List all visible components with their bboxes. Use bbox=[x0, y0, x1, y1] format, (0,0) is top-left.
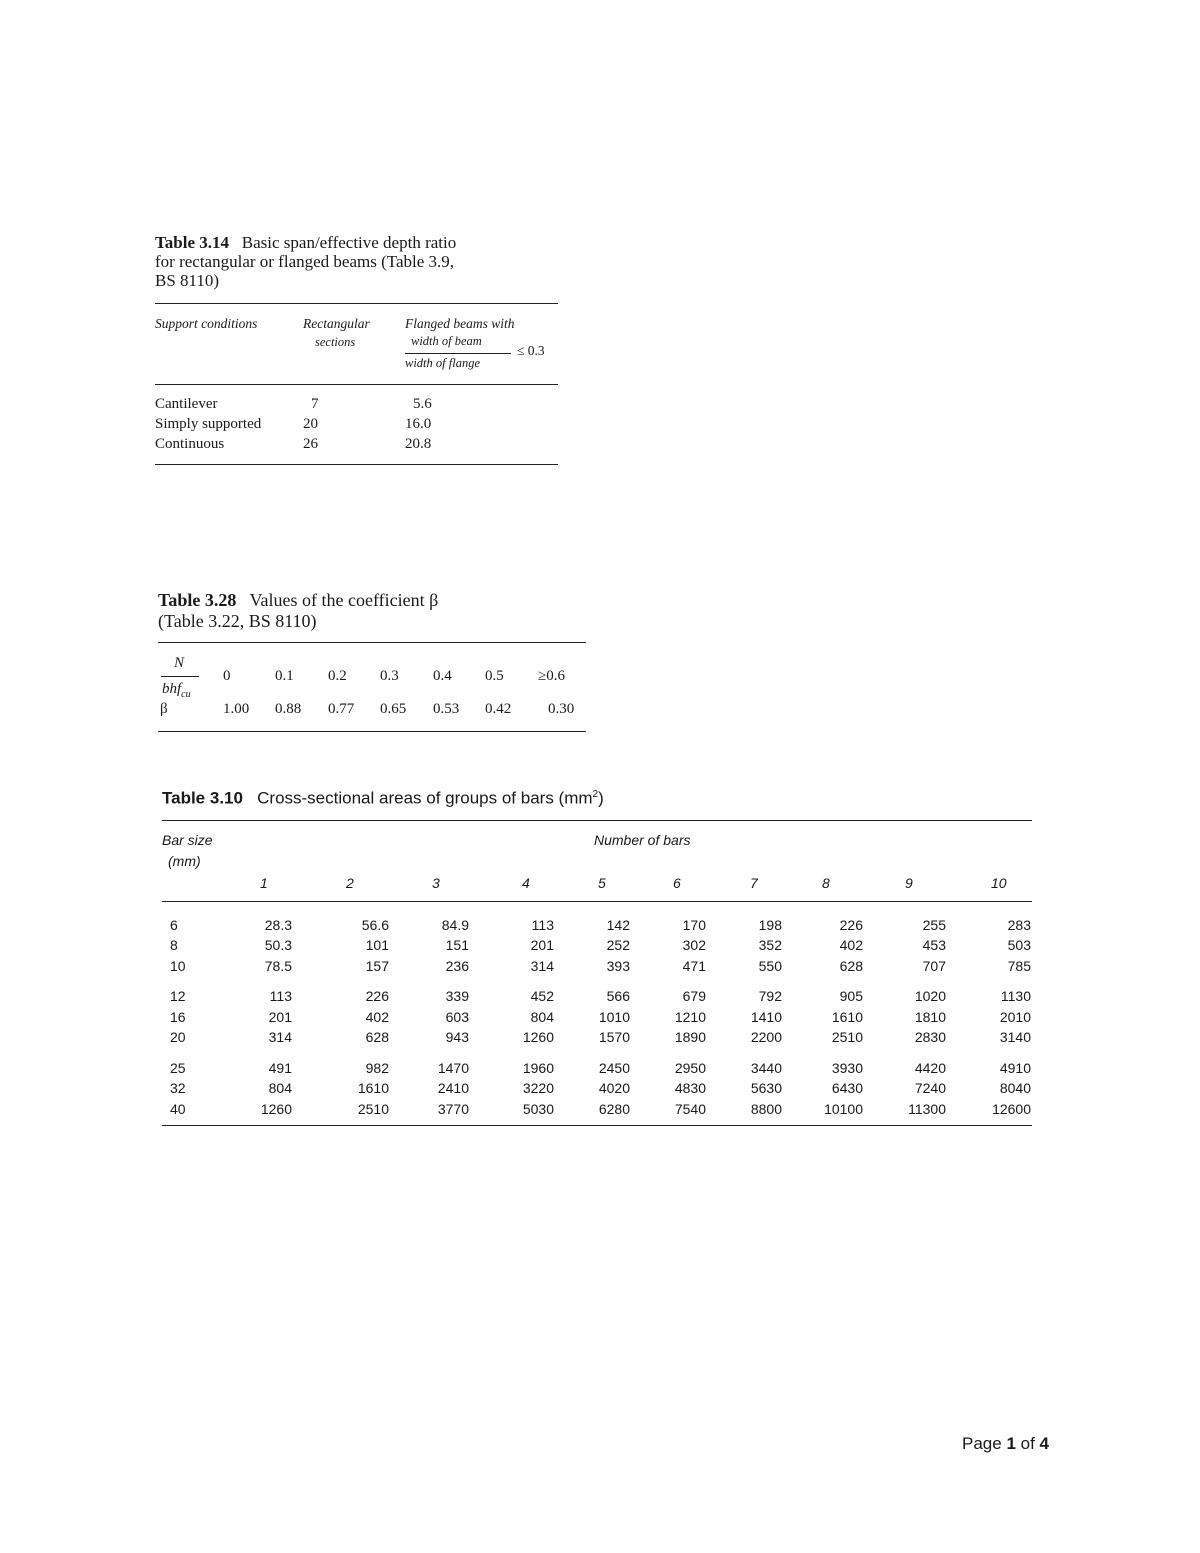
column-header: 5 bbox=[598, 874, 606, 891]
area-cell: 792 bbox=[758, 988, 782, 1005]
column-header: 6 bbox=[673, 874, 681, 891]
cell-flanged: 5.6 bbox=[413, 396, 432, 412]
area-cell: 226 bbox=[365, 988, 389, 1005]
table-caption bbox=[158, 590, 586, 632]
area-cell: 1260 bbox=[522, 1029, 554, 1046]
area-cell: 7540 bbox=[674, 1100, 706, 1117]
bar-size-cell: 8 bbox=[170, 937, 178, 954]
area-cell: 4910 bbox=[999, 1059, 1031, 1076]
area-cell: 6280 bbox=[598, 1100, 630, 1117]
area-cell: 1610 bbox=[831, 1008, 863, 1025]
beta-value: 0.65 bbox=[380, 701, 407, 717]
area-cell: 252 bbox=[606, 937, 630, 954]
area-cell: 236 bbox=[445, 957, 469, 974]
table-rule bbox=[158, 731, 586, 732]
table-row bbox=[162, 1009, 1032, 1030]
bar-size-cell: 32 bbox=[170, 1080, 186, 1097]
table-label: Table 3.10 bbox=[162, 788, 243, 808]
area-cell: 471 bbox=[682, 957, 706, 974]
table-3-10 bbox=[162, 785, 1032, 1126]
area-cell: 452 bbox=[530, 988, 554, 1005]
area-cell: 2510 bbox=[831, 1029, 863, 1046]
header-flanged: Flanged beams with bbox=[405, 316, 515, 331]
table-row bbox=[162, 1101, 1032, 1122]
ratio-value: ≥0.6 bbox=[538, 668, 565, 684]
cell-support: Simply supported bbox=[155, 416, 262, 432]
area-cell: 4830 bbox=[674, 1080, 706, 1097]
area-cell: 56.6 bbox=[361, 916, 389, 933]
area-cell: 8040 bbox=[999, 1080, 1031, 1097]
area-cell: 2450 bbox=[598, 1059, 630, 1076]
column-header: 8 bbox=[822, 874, 830, 891]
table-row bbox=[162, 1029, 1032, 1050]
ratio-value: 0.4 bbox=[433, 668, 452, 684]
caption-text: Basic span/effective depth ratio bbox=[241, 233, 457, 252]
area-cell: 550 bbox=[758, 957, 782, 974]
header-sections: sections bbox=[315, 335, 356, 349]
area-cell: 170 bbox=[682, 916, 706, 933]
fraction-numerator: width of beam bbox=[411, 334, 482, 348]
ratio-denominator bbox=[162, 681, 191, 700]
caption-text: Values of the coefficient β bbox=[249, 590, 439, 610]
table-row bbox=[162, 1080, 1032, 1101]
page-mid: of bbox=[1015, 1434, 1040, 1453]
column-header: 9 bbox=[905, 874, 913, 891]
beta-value: 0.30 bbox=[548, 701, 575, 717]
bar-size-cell: 20 bbox=[170, 1029, 186, 1046]
cell-flanged: 20.8 bbox=[405, 436, 432, 452]
area-cell: 1570 bbox=[598, 1029, 630, 1046]
beta-value: 0.77 bbox=[328, 701, 355, 717]
column-headers bbox=[162, 875, 1032, 895]
area-cell: 1890 bbox=[674, 1029, 706, 1046]
bar-size-cell: 16 bbox=[170, 1008, 186, 1025]
cell-flanged: 16.0 bbox=[405, 416, 432, 432]
beta-label: β bbox=[160, 701, 168, 717]
ratio-value: 0.5 bbox=[485, 668, 504, 684]
area-cell: 28.3 bbox=[264, 916, 292, 933]
bar-size-cell: 12 bbox=[170, 988, 186, 1005]
bar-size-cell: 25 bbox=[170, 1059, 186, 1076]
area-cell: 5030 bbox=[522, 1100, 554, 1117]
area-cell: 982 bbox=[365, 1059, 389, 1076]
fraction-condition: ≤ 0.3 bbox=[517, 343, 545, 358]
area-cell: 1020 bbox=[914, 988, 946, 1005]
area-cell: 679 bbox=[682, 988, 706, 1005]
beta-value: 0.53 bbox=[433, 701, 460, 717]
table-row bbox=[162, 1060, 1032, 1081]
area-cell: 785 bbox=[1007, 957, 1031, 974]
area-cell: 804 bbox=[268, 1080, 292, 1097]
area-cell: 2010 bbox=[999, 1008, 1031, 1025]
area-cell: 1210 bbox=[674, 1008, 706, 1025]
header-bar-size-unit: (mm) bbox=[168, 852, 201, 869]
cell-rectangular: 20 bbox=[303, 416, 318, 432]
area-cell: 151 bbox=[445, 937, 469, 954]
page-number bbox=[962, 1434, 1049, 1454]
page-current: 1 bbox=[1006, 1434, 1016, 1453]
ratio-value: 0.1 bbox=[275, 668, 294, 684]
beta-value: 0.42 bbox=[485, 701, 512, 717]
cell-support: Cantilever bbox=[155, 396, 218, 412]
area-cell: 3440 bbox=[750, 1059, 782, 1076]
area-cell: 314 bbox=[530, 957, 554, 974]
area-cell: 5630 bbox=[750, 1080, 782, 1097]
fraction-line bbox=[161, 676, 199, 677]
area-cell: 226 bbox=[839, 916, 863, 933]
caption-text: (Table 3.22, BS 8110) bbox=[158, 611, 317, 631]
bar-size-cell: 40 bbox=[170, 1100, 186, 1117]
area-cell: 84.9 bbox=[441, 916, 469, 933]
area-cell: 491 bbox=[268, 1059, 292, 1076]
area-cell: 2830 bbox=[914, 1029, 946, 1046]
page-total: 4 bbox=[1039, 1434, 1049, 1453]
area-cell: 1260 bbox=[260, 1100, 292, 1117]
table-row bbox=[162, 958, 1032, 979]
table-row bbox=[162, 937, 1032, 958]
area-cell: 2410 bbox=[437, 1080, 469, 1097]
area-cell: 8800 bbox=[750, 1100, 782, 1117]
table-row bbox=[155, 396, 558, 416]
area-cell: 2510 bbox=[357, 1100, 389, 1117]
area-cell: 3220 bbox=[522, 1080, 554, 1097]
area-cell: 3930 bbox=[831, 1059, 863, 1076]
table-body bbox=[158, 643, 586, 731]
column-header: 7 bbox=[750, 874, 758, 891]
area-cell: 255 bbox=[922, 916, 946, 933]
area-cell: 1410 bbox=[750, 1008, 782, 1025]
area-cell: 352 bbox=[758, 937, 782, 954]
table-row bbox=[162, 988, 1032, 1009]
table-caption bbox=[162, 785, 1032, 809]
table-rule bbox=[162, 1125, 1032, 1126]
area-cell: 393 bbox=[606, 957, 630, 974]
column-header: 1 bbox=[260, 874, 268, 891]
area-cell: 283 bbox=[1007, 916, 1031, 933]
table-rule bbox=[155, 464, 558, 465]
area-cell: 7240 bbox=[914, 1080, 946, 1097]
table-caption bbox=[155, 233, 558, 290]
area-cell: 113 bbox=[531, 916, 554, 933]
ratio-subscript: cu bbox=[181, 689, 191, 700]
area-cell: 12600 bbox=[992, 1100, 1031, 1117]
column-header: 4 bbox=[522, 874, 530, 891]
ratio-value: 0.2 bbox=[328, 668, 347, 684]
area-cell: 1010 bbox=[598, 1008, 630, 1025]
area-cell: 2200 bbox=[750, 1029, 782, 1046]
cell-rectangular: 26 bbox=[303, 436, 318, 452]
area-cell: 78.5 bbox=[264, 957, 292, 974]
column-header: 10 bbox=[991, 874, 1007, 891]
beta-value: 1.00 bbox=[223, 701, 250, 717]
table-body bbox=[162, 902, 1032, 1126]
table-row bbox=[155, 416, 558, 436]
area-cell: 3140 bbox=[999, 1029, 1031, 1046]
area-cell: 4420 bbox=[914, 1059, 946, 1076]
area-cell: 707 bbox=[922, 957, 946, 974]
column-header: 3 bbox=[432, 874, 440, 891]
header-number-of-bars: Number of bars bbox=[594, 831, 691, 848]
area-cell: 1810 bbox=[914, 1008, 946, 1025]
beta-value: 0.88 bbox=[275, 701, 302, 717]
table-header bbox=[162, 821, 1032, 901]
area-cell: 566 bbox=[606, 988, 630, 1005]
area-cell: 628 bbox=[365, 1029, 389, 1046]
table-3-28 bbox=[158, 590, 586, 732]
caption-text: for rectangular or flanged beams (Table 3.9, bbox=[155, 252, 455, 271]
area-cell: 201 bbox=[268, 1008, 292, 1025]
header-bar-size: Bar size bbox=[162, 831, 213, 848]
bar-size-cell: 6 bbox=[170, 916, 178, 933]
caption-text: BS 8110) bbox=[155, 271, 220, 290]
bar-size-cell: 10 bbox=[170, 957, 186, 974]
area-cell: 142 bbox=[606, 916, 630, 933]
fraction-line bbox=[405, 353, 511, 354]
ratio-numerator: N bbox=[174, 655, 185, 671]
table-body bbox=[155, 385, 558, 464]
area-cell: 905 bbox=[839, 988, 863, 1005]
area-cell: 603 bbox=[445, 1008, 469, 1025]
caption-superscript: 2 bbox=[592, 789, 599, 800]
table-row bbox=[162, 917, 1032, 938]
area-cell: 804 bbox=[530, 1008, 554, 1025]
ratio-denominator-text: bhf bbox=[162, 681, 182, 697]
area-cell: 113 bbox=[269, 988, 292, 1005]
ratio-value: 0.3 bbox=[380, 668, 399, 684]
area-cell: 402 bbox=[365, 1008, 389, 1025]
area-cell: 302 bbox=[682, 937, 706, 954]
area-cell: 1960 bbox=[522, 1059, 554, 1076]
area-cell: 402 bbox=[839, 937, 863, 954]
header-support-conditions: Support conditions bbox=[155, 316, 258, 331]
area-cell: 10100 bbox=[824, 1100, 863, 1117]
ratio-value: 0 bbox=[223, 668, 231, 684]
cell-support: Continuous bbox=[155, 436, 225, 452]
area-cell: 4020 bbox=[598, 1080, 630, 1097]
area-cell: 50.3 bbox=[264, 937, 292, 954]
area-cell: 6430 bbox=[831, 1080, 863, 1097]
table-header bbox=[155, 304, 558, 384]
area-cell: 1610 bbox=[357, 1080, 389, 1097]
area-cell: 2950 bbox=[674, 1059, 706, 1076]
table-label: Table 3.28 bbox=[158, 590, 237, 610]
area-cell: 339 bbox=[445, 988, 469, 1005]
fraction-denominator: width of flange bbox=[405, 356, 480, 370]
table-row bbox=[155, 436, 558, 456]
area-cell: 101 bbox=[365, 937, 389, 954]
caption-text: Cross-sectional areas of groups of bars (mm bbox=[257, 788, 593, 808]
page-prefix: Page bbox=[962, 1434, 1007, 1453]
area-cell: 1130 bbox=[1000, 988, 1031, 1005]
area-cell: 943 bbox=[445, 1029, 469, 1046]
cell-rectangular: 7 bbox=[311, 396, 319, 412]
area-cell: 11300 bbox=[908, 1100, 946, 1117]
table-label: Table 3.14 bbox=[155, 233, 230, 252]
caption-end: ) bbox=[598, 788, 604, 808]
area-cell: 1470 bbox=[437, 1059, 469, 1076]
area-cell: 198 bbox=[758, 916, 782, 933]
area-cell: 628 bbox=[839, 957, 863, 974]
area-cell: 201 bbox=[530, 937, 554, 954]
area-cell: 157 bbox=[365, 957, 389, 974]
area-cell: 314 bbox=[268, 1029, 292, 1046]
area-cell: 503 bbox=[1007, 937, 1031, 954]
area-cell: 453 bbox=[922, 937, 946, 954]
table-3-14 bbox=[155, 233, 558, 465]
header-rectangular: Rectangular bbox=[303, 316, 370, 331]
area-cell: 3770 bbox=[437, 1100, 469, 1117]
column-header: 2 bbox=[346, 874, 354, 891]
